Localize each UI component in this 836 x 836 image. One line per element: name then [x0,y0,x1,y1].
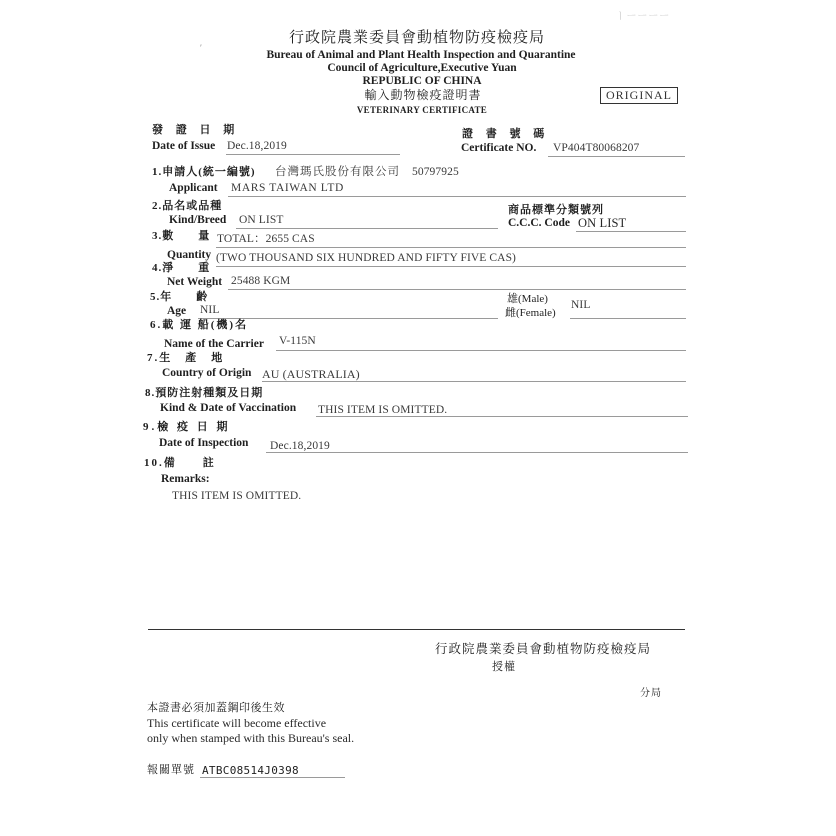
quantity-words-underline [216,266,686,267]
footer-declaration-no: ATBC08514J0398 [202,764,299,777]
carrier-value: V-115N [279,335,316,347]
kind-zh-label: 2.品名或品種 [152,200,223,212]
applicant-zh-label: 1.申請人(統一編號) [152,166,256,178]
signature-zh-authorized: 授權 [492,661,516,673]
footer-en-notice-2: only when stamped with this Bureau's seal. [147,731,355,745]
applicant-id-no: 50797925 [412,166,459,178]
footer-declaration-label: 報關單號 [147,764,195,776]
signature-divider [148,629,685,630]
sex-value: NIL [571,299,591,311]
age-value: NIL [200,304,220,316]
ccc-value: ON LIST [578,216,627,230]
origin-label: Country of Origin [162,367,252,379]
signature-zh-branch: 分局 [640,688,662,699]
remarks-zh-label: 10.備 註 [144,457,216,469]
sex-underline [570,318,686,319]
issue-zh-label: 發 證 日 期 [152,124,240,136]
inspection-zh-label: 9.檢 疫 日 期 [143,421,231,433]
net-weight-underline [228,289,686,290]
kind-underline [236,228,498,229]
issue-underline [226,154,400,155]
kind-value: ON LIST [239,214,284,226]
scan-artifact-dot: ′ [200,43,202,53]
issue-value: Dec.18,2019 [227,140,287,152]
quantity-zh-label: 3.數 量 [152,230,211,242]
vaccination-zh-label: 8.預防注射種類及日期 [145,387,264,399]
applicant-label: Applicant [169,182,218,194]
footer-en-notice-1: This certificate will become effective [147,716,327,730]
applicant-value: MARS TAIWAN LTD [231,182,344,194]
age-zh-label: 5.年 齡 [150,291,209,303]
net-weight-label: Net Weight [167,276,223,288]
original-stamp: ORIGINAL [600,87,678,104]
carrier-zh-label: 6.載 運 船(機)名 [150,319,249,331]
origin-value: AU (AUSTRALIA) [262,367,360,381]
quantity-label: Quantity [167,249,212,261]
certificate-label: Certificate NO. [461,142,537,154]
ccc-underline [576,231,686,232]
footer-declaration-underline [200,777,345,778]
certificate-underline [548,156,685,157]
signature-zh-bureau: 行政院農業委員會動植物防疫檢疫局 [435,642,652,656]
carrier-label: Name of the Carrier [164,338,264,350]
inspection-value: Dec.18,2019 [270,440,330,452]
remarks-label: Remarks: [161,473,210,485]
male-label: 雄(Male) [507,293,548,305]
vaccination-value: THIS ITEM IS OMITTED. [318,404,448,416]
ccc-zh-label: 商品標準分類號列 [508,204,604,216]
vaccination-label: Kind & Date of Vaccination [160,402,297,414]
header-en-bureau: Bureau of Animal and Plant Health Inspection and Quarantine [266,49,576,61]
header-zh-cert-title: 輸入動物檢疫證明書 [364,88,482,102]
applicant-zh-value: 台灣瑪氏股份有限公司 [275,166,400,178]
issue-label: Date of Issue [152,140,216,152]
header-en-cert-title: VETERINARY CERTIFICATE [356,105,488,115]
ccc-label: C.C.C. Code [508,217,570,229]
applicant-underline [228,196,686,197]
header-en-council: Council of Agriculture,Executive Yuan [327,62,517,74]
quantity-words: (TWO THOUSAND SIX HUNDRED AND FIFTY FIVE CAS) [216,252,516,264]
origin-underline [262,381,686,382]
header-zh-bureau: 行政院農業委員會動植物防疫檢疫局 [288,30,546,46]
vaccination-underline [316,416,688,417]
inspection-underline [266,452,688,453]
net-weight-value: 25488 KGM [231,275,291,287]
kind-label: Kind/Breed [169,214,227,226]
quantity-total: TOTAL：2655 CAS [217,233,315,245]
carrier-underline [276,350,686,351]
scan-artifact-mark: ㅣ ㅡ ㅡ ㅡ ㅡ [616,11,669,21]
origin-zh-label: 7.生 產 地 [147,352,225,364]
quantity-total-underline [216,247,686,248]
age-label: Age [167,305,187,317]
net-weight-zh-label: 4.淨 重 [152,262,211,274]
header-en-country: REPUBLIC OF CHINA [362,75,482,87]
certificate-value: VP404T80068207 [553,142,640,154]
female-label: 雌(Female) [505,307,556,319]
certificate-zh-label: 證 書 號 碼 [462,128,550,140]
inspection-label: Date of Inspection [159,437,249,449]
footer-zh-notice: 本證書必須加蓋鋼印後生效 [147,702,285,714]
remarks-value: THIS ITEM IS OMITTED. [172,490,302,502]
